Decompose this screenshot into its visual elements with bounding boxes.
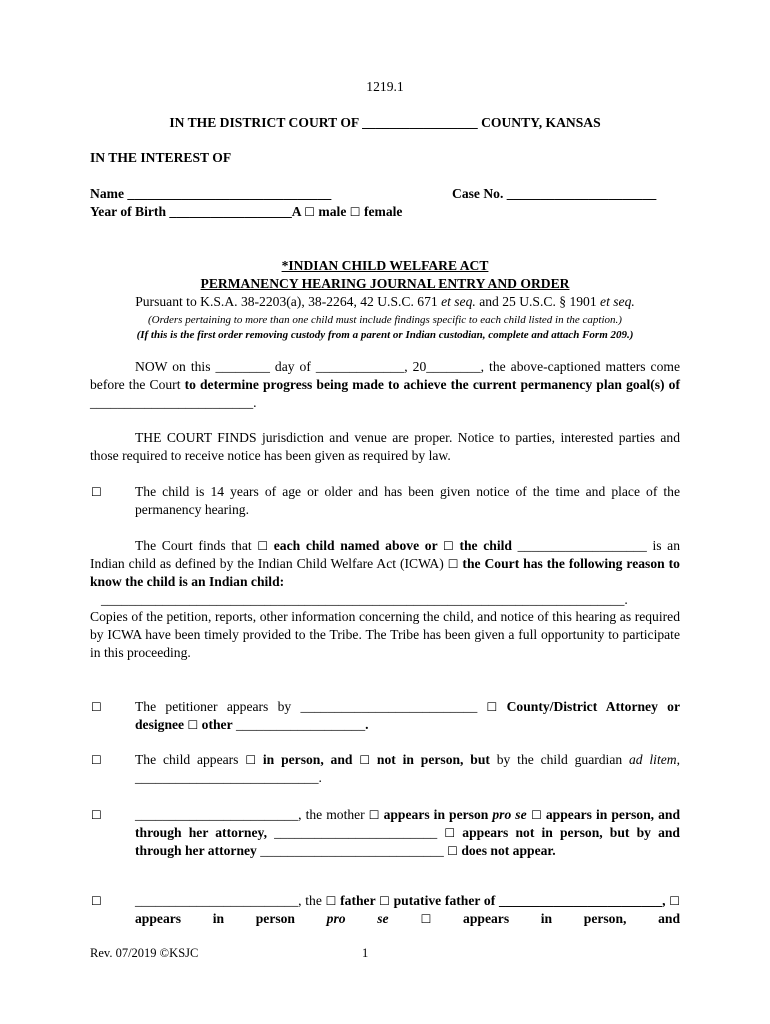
icwa-finding-paragraph xyxy=(90,537,680,591)
father-name-blank[interactable]: ________________________, the xyxy=(135,893,326,908)
mother-not-in-person-label: appears not in person, but by and through her attorney xyxy=(135,825,680,858)
father-text xyxy=(135,892,680,928)
reason-blank-line[interactable]: _____________________________________________________________________________. xyxy=(101,592,628,607)
note-first-order: (If this is the first order removing custody from a parent or Indian custodian, complete and attach Form 209.) xyxy=(136,329,634,341)
year-of-birth-label: Year of Birth xyxy=(90,204,167,219)
father-pro-se-checkbox[interactable]: ☐ xyxy=(669,894,681,908)
interest-of-heading: IN THE INTEREST OF xyxy=(90,150,232,165)
mother-does-not-appear-label: does not appear. xyxy=(457,843,556,858)
plan-goal-blank[interactable]: ________________________. xyxy=(90,395,257,410)
female-label: female xyxy=(363,204,403,219)
mother-attorney-blank-1[interactable]: ________________________ xyxy=(266,825,445,840)
father-pro-se-italic: pro se xyxy=(326,911,389,926)
father-option-checkbox[interactable]: ☐ xyxy=(325,894,337,908)
court-prefix: IN THE DISTRICT COURT OF xyxy=(169,115,359,130)
other-label: other xyxy=(198,717,233,732)
county-attorney-checkbox[interactable]: ☐ xyxy=(486,700,498,714)
petitioner-checkbox[interactable]: ☐ xyxy=(91,700,102,714)
child-appears-text xyxy=(135,751,680,787)
revision-footer: Rev. 07/2019 ©KSJC xyxy=(90,946,199,960)
name-line xyxy=(90,185,331,203)
female-checkbox[interactable]: ☐ xyxy=(349,205,361,219)
other-checkbox[interactable]: ☐ xyxy=(187,718,199,732)
year-of-birth-line xyxy=(90,203,402,221)
mother-not-in-person-checkbox[interactable]: ☐ xyxy=(444,826,456,840)
ad-litem-text: ad litem xyxy=(628,752,677,767)
case-number-line xyxy=(452,185,656,203)
statute-et-seq-1: et seq. xyxy=(441,294,476,309)
now-paragraph xyxy=(90,358,680,412)
copies-paragraph: Copies of the petition, reports, other information concerning the child, and notice of this hearing as required by ICWA have been timely provided to the Tribe. The Tribe has been given a full opportunity to participate in this proceeding. xyxy=(90,609,680,660)
putative-father-checkbox[interactable]: ☐ xyxy=(379,894,390,908)
note-multiple-children: (Orders pertaining to more than one child must include findings specific to each child listed in the caption.) xyxy=(148,314,622,326)
guardian-name-blank[interactable]: , ___________________________. xyxy=(135,752,680,785)
mother-pro-se-checkbox[interactable]: ☐ xyxy=(368,808,380,822)
mother-name-blank[interactable]: ________________________, the mother xyxy=(135,807,369,822)
icwa-finding-intro: The Court finds that xyxy=(135,538,258,553)
child-appears-checkbox[interactable]: ☐ xyxy=(91,753,102,767)
name-label: Name xyxy=(90,186,124,201)
guardian-text: by the child guardian xyxy=(489,752,629,767)
mother-attorney-blank-2[interactable]: ___________________________ xyxy=(256,843,448,858)
title-journal-entry: PERMANENCY HEARING JOURNAL ENTRY AND ORDER xyxy=(200,276,570,291)
court-heading xyxy=(0,114,770,132)
court-finds-paragraph: THE COURT FINDS jurisdiction and venue are proper. Notice to parties, interested parties and those required to receive notice has been given as required by law. xyxy=(90,430,680,463)
father-with-attorney-label: appears in person, and xyxy=(431,911,681,926)
title-icwa: *INDIAN CHILD WELFARE ACT xyxy=(281,258,489,273)
petitioner-period: . xyxy=(365,717,369,732)
icwa-definition-text: is an Indian child as defined by the Indian Child Welfare Act (ICWA) xyxy=(90,538,681,571)
mother-pro-se-italic: pro se xyxy=(492,807,527,822)
sex-prefix: A xyxy=(291,204,301,219)
mother-checkbox[interactable]: ☐ xyxy=(91,808,102,822)
father-pro-se-label: appears in person xyxy=(135,911,327,926)
putative-father-label: putative father of ________________________, xyxy=(389,893,670,908)
mother-with-attorney-checkbox[interactable]: ☐ xyxy=(526,808,542,822)
the-child-label: the child xyxy=(453,538,512,553)
statute-text-a: Pursuant to K.S.A. 38-2203(a), 38-2264, 42 U.S.C. 671 xyxy=(135,294,442,309)
mother-does-not-appear-checkbox[interactable]: ☐ xyxy=(447,844,458,858)
child-not-in-person-label: not in person, but xyxy=(370,752,490,767)
county-attorney-label: County/District Attorney or designee xyxy=(135,699,680,732)
father-option-label: father xyxy=(336,893,380,908)
child-in-person-checkbox[interactable]: ☐ xyxy=(245,753,257,767)
case-number-blank[interactable]: ______________________ xyxy=(506,186,657,201)
each-child-checkbox[interactable]: ☐ xyxy=(257,539,269,553)
page-number: 1 xyxy=(362,946,369,960)
the-child-checkbox[interactable]: ☐ xyxy=(443,539,454,553)
male-label: male xyxy=(318,204,347,219)
reason-to-know-checkbox[interactable]: ☐ xyxy=(447,557,459,571)
mother-with-attorney-label: appears in person, and through her attorney, xyxy=(135,807,680,840)
name-blank[interactable]: ______________________________ xyxy=(127,186,332,201)
petitioner-appears-by: The petitioner appears by __________________________ xyxy=(135,699,487,714)
male-checkbox[interactable]: ☐ xyxy=(304,205,316,219)
age-notice-text: The child is 14 years of age or older and has been given notice of the time and place of the permanency hearing. xyxy=(135,484,680,517)
child-not-in-person-checkbox[interactable]: ☐ xyxy=(359,753,371,767)
reason-to-know-label: the Court has the following reason to know the child is an Indian child: xyxy=(90,556,680,589)
case-number-label: Case No. xyxy=(452,186,504,201)
child-name-blank[interactable]: ___________________ xyxy=(511,538,647,553)
statute-text-b: and 25 U.S.C. § 1901 xyxy=(475,294,601,309)
court-suffix: COUNTY, KANSAS xyxy=(481,115,601,130)
statute-et-seq-2: et seq. xyxy=(600,294,635,309)
age-notice-checkbox[interactable]: ☐ xyxy=(91,485,102,499)
mother-pro-se-label: appears in person xyxy=(379,807,493,822)
petitioner-text xyxy=(135,698,680,734)
father-with-attorney-checkbox[interactable]: ☐ xyxy=(388,912,432,926)
other-blank[interactable]: ___________________ xyxy=(232,717,366,732)
now-paragraph-text: NOW on this ________ day of _____________, 20________, the above-captioned matters come before the Court xyxy=(90,359,680,392)
child-appears-intro: The child appears xyxy=(135,752,246,767)
now-paragraph-purpose: to determine progress being made to achieve the current permanency plan goal(s) of xyxy=(184,377,680,392)
form-number: 1219.1 xyxy=(366,79,404,94)
father-checkbox[interactable]: ☐ xyxy=(91,894,102,908)
statute-line xyxy=(0,293,770,311)
year-of-birth-blank[interactable]: __________________ xyxy=(169,204,292,219)
each-child-label: each child named above or xyxy=(268,538,444,553)
child-in-person-label: in person, and xyxy=(256,752,360,767)
mother-text xyxy=(135,806,680,860)
court-county-blank[interactable]: _________________ xyxy=(362,115,478,130)
